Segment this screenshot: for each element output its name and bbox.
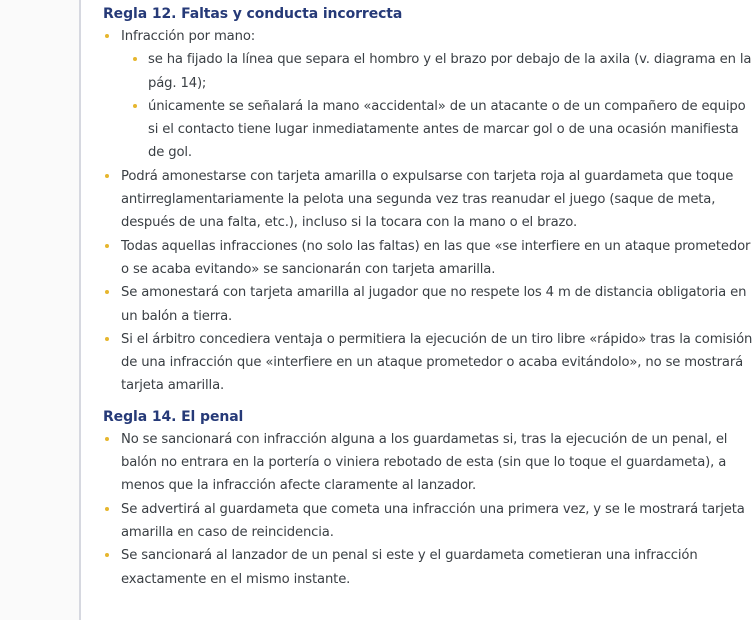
list-item: No se sancionará con infracción alguna a los guardametas si, tras la ejecución de un penal, el balón no entrara en la portería o viniera rebotado de esta (sin que lo toque el guardameta), a menos que la infracción afecte claramente al lanzador. — [103, 428, 753, 498]
list-item: Se amonestará con tarjeta amarilla al jugador que no respete los 4 m de distancia obligatoria en un balón a tierra. — [103, 281, 753, 328]
list-item: Todas aquellas infracciones (no solo las faltas) en las que «se interfiere en un ataque prometedor o se acaba evitando» se sancionarán con tarjeta amarilla. — [103, 235, 753, 282]
sub-list — [121, 48, 753, 164]
list-item: Se advertirá al guardameta que cometa una infracción una primera vez, y se le mostrará tarjeta amarilla en caso de reincidencia. — [103, 498, 753, 545]
list-item-text: Infracción por mano: — [121, 29, 256, 44]
list-item: Podrá amonestarse con tarjeta amarilla o expulsarse con tarjeta roja al guardameta que toque antirreglamentariamente la pelota una segunda vez tras reanudar el juego (saque de meta, después de una falta, etc.), incluso si la tocara con la mano o el brazo. — [103, 165, 753, 235]
list-item: Se sancionará al lanzador de un penal si este y el guardameta cometieran una infracción exactamente en el mismo instante. — [103, 544, 753, 591]
document-body — [103, 3, 753, 591]
regla-14-list — [103, 428, 753, 591]
margin-rule — [79, 0, 81, 620]
list-item — [103, 25, 753, 165]
section-heading-regla-14: Regla 14. El penal — [103, 408, 244, 425]
list-item: Si el árbitro concediera ventaja o permitiera la ejecución de un tiro libre «rápido» tras la comisión de una infracción que «interfiere en un ataque prometedor o acaba evitándolo», no se mostrará tarjeta amarilla. — [103, 328, 753, 398]
sub-list-item: únicamente se señalará la mano «accidental» de un atacante o de un compañero de equipo si el contacto tiene lugar inmediatamente antes de marcar gol o de una ocasión manifiesta de gol. — [121, 95, 753, 165]
sub-list-item: se ha fijado la línea que separa el hombro y el brazo por debajo de la axila (v. diagrama en la pág. 14); — [121, 48, 753, 95]
left-margin — [0, 0, 80, 620]
regla-12-list — [103, 25, 753, 398]
section-heading-regla-12: Regla 12. Faltas y conducta incorrecta — [103, 6, 403, 22]
